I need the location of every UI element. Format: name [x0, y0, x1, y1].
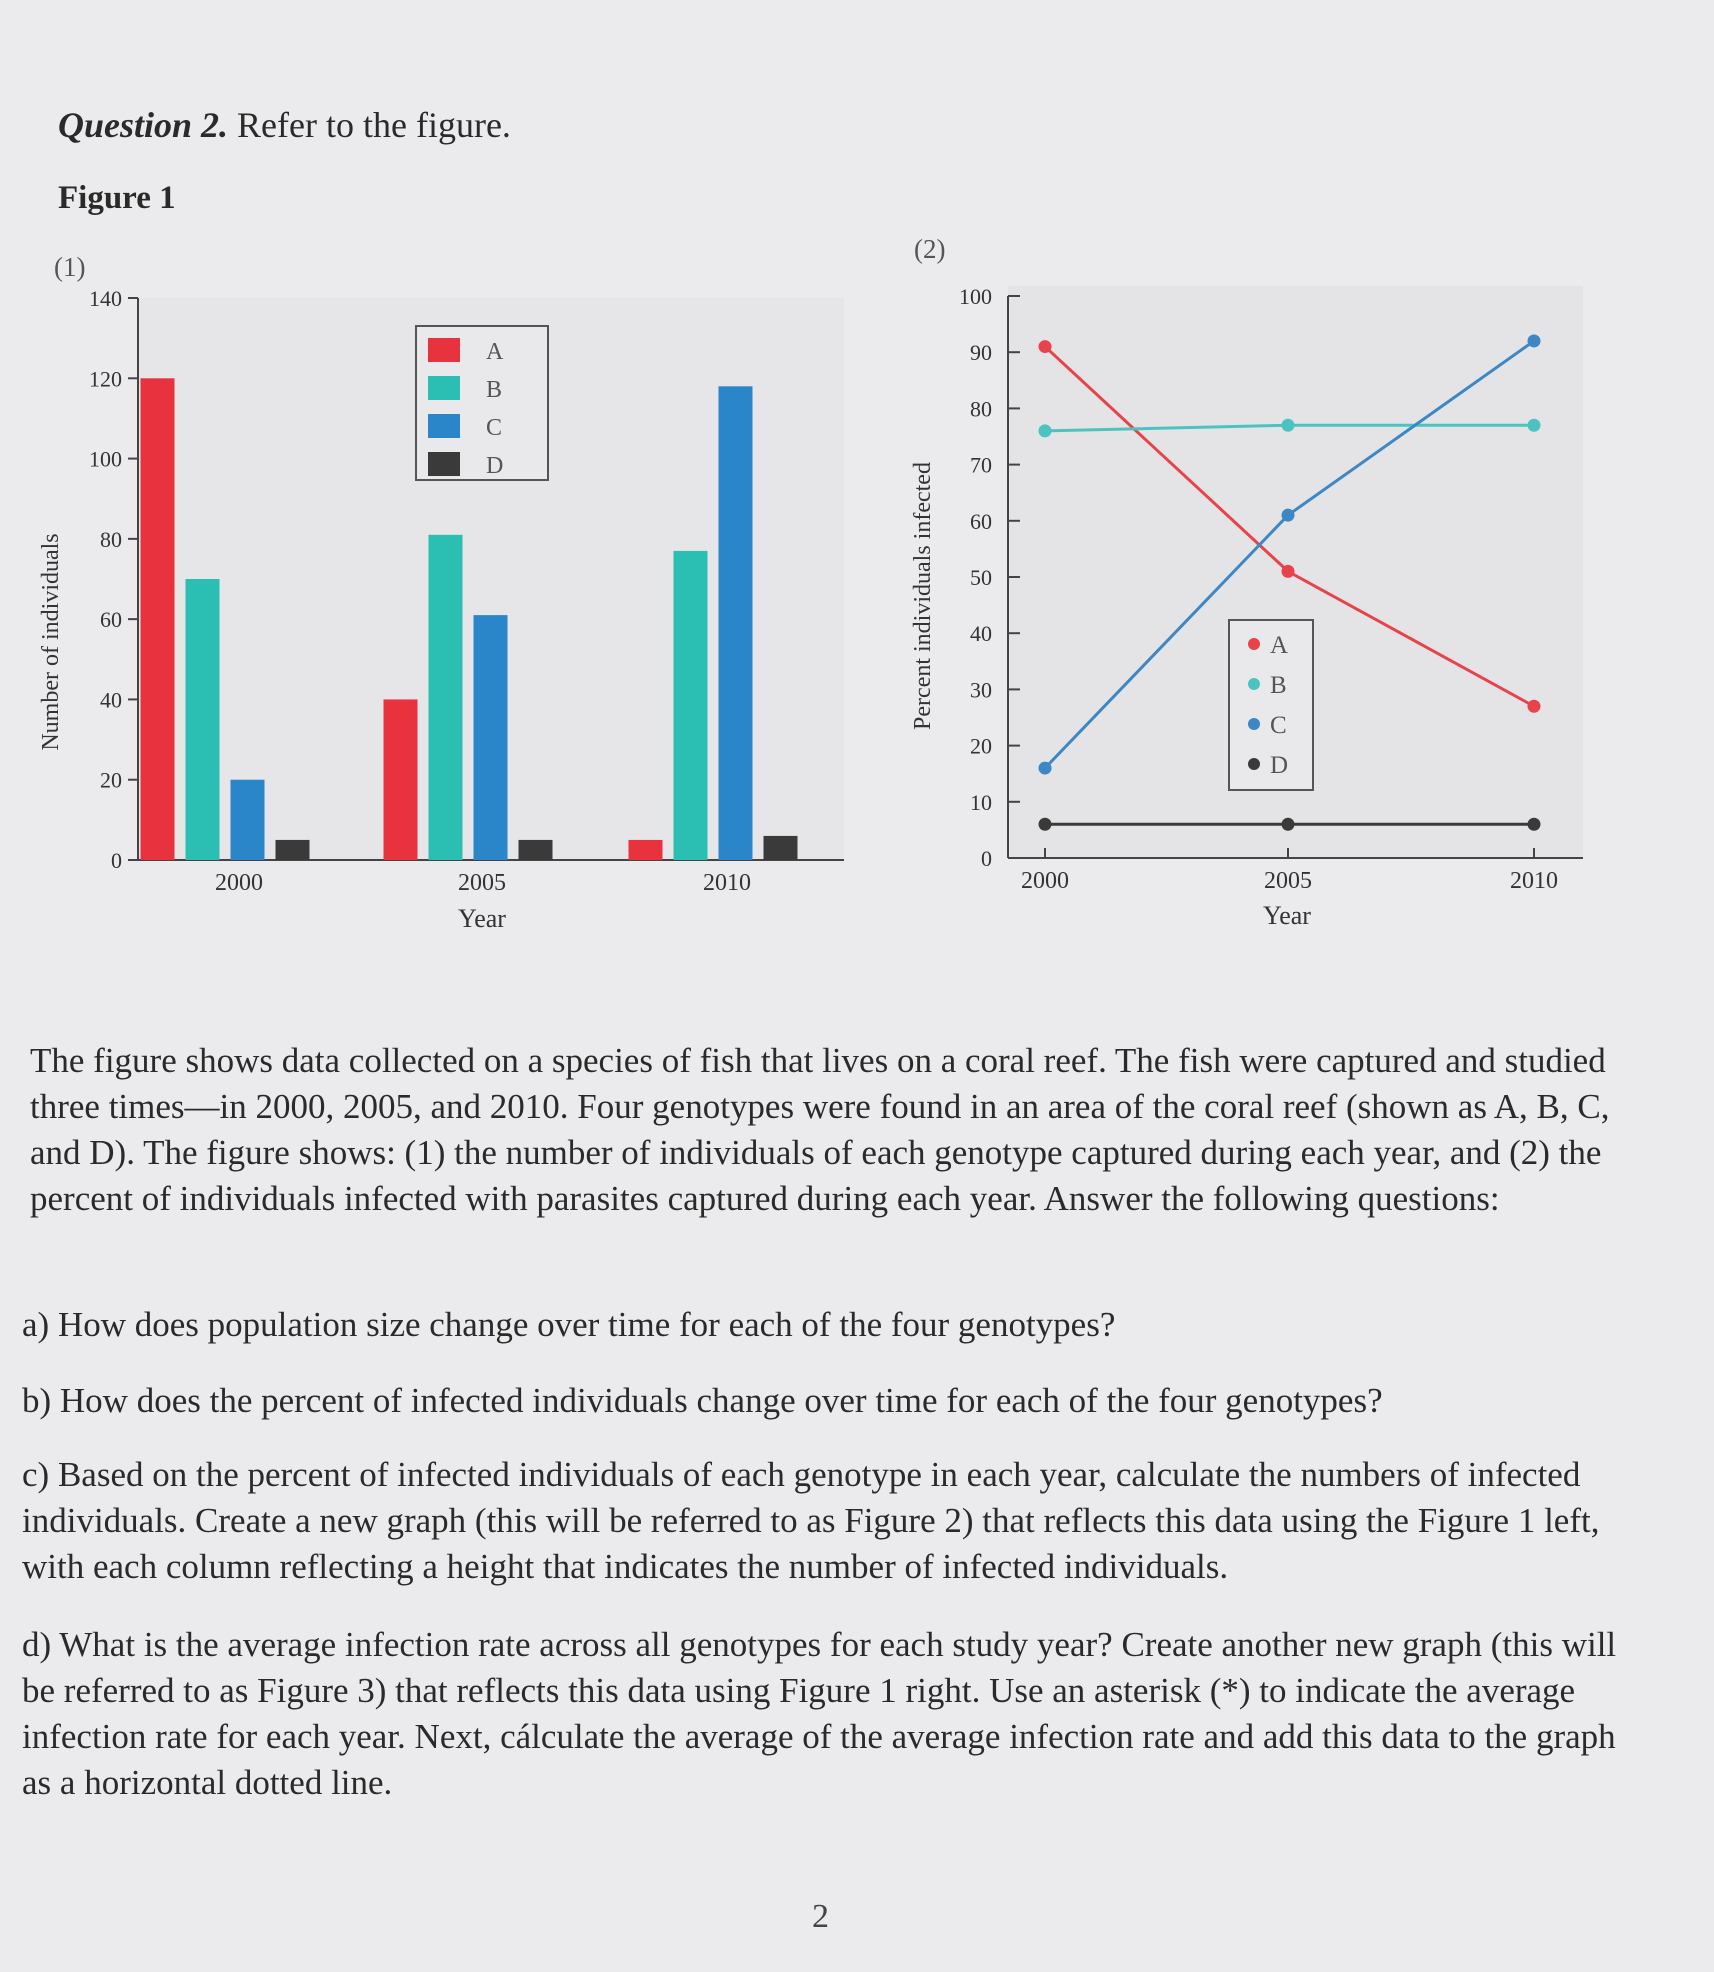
line-point-B-2005 [1282, 419, 1295, 432]
line-point-D-2005 [1282, 818, 1295, 831]
line-legend-label-A: A [1270, 632, 1289, 659]
bar-y-tick-label: 60 [100, 607, 122, 633]
line-y-tick-label: 60 [970, 508, 992, 534]
bar-C-2000 [231, 780, 265, 860]
intro-paragraph: The figure shows data collected on a species of fish that lives on a coral reef. The fish were captured and studied three times—in 2000, 2005, and 2010. Four genotypes were found in an area of the coral reef (shown as A, B, C, and D). The figure shows: (1) the number of individuals of each genotype captured during each year, and (2) the percent of individuals infected with parasites captured during each year. Answer the following questions: [30, 1041, 1610, 1218]
line-legend-marker-B [1248, 678, 1260, 690]
panel-label-2: (2) [914, 234, 946, 264]
line-y-tick-label: 100 [959, 284, 992, 309]
bar-legend-label-B: B [486, 377, 503, 403]
bar-chart-number-of-individuals [30, 290, 860, 950]
line-y-tick-label: 90 [970, 340, 992, 366]
panel-label-1: (1) [54, 252, 86, 282]
bar-C-2005 [474, 615, 508, 860]
bar-legend-label-D: D [486, 453, 504, 479]
line-legend-label-B: B [1270, 672, 1287, 699]
line-y-axis-label: Percent individuals infected [910, 462, 936, 730]
bar-legend-swatch-C [428, 414, 460, 438]
line-x-axis-label: Year [1263, 901, 1311, 930]
question-heading [58, 104, 511, 146]
bar-y-tick-label: 140 [89, 290, 122, 311]
line-chart-percent-infected [900, 272, 1600, 932]
line-x-tick-label: 2000 [1021, 868, 1069, 894]
line-legend [1229, 620, 1313, 790]
line-legend-label-C: C [1270, 712, 1287, 739]
question-b: b) How does the percent of infected individuals change over time for each of the four genotypes? [22, 1381, 1383, 1420]
bar-legend-swatch-B [428, 376, 460, 400]
question-c: c) Based on the percent of infected individuals of each genotype in each year, calculate the numbers of infected individuals. Create a new graph (this will be referred to as Figure 2) that reflects this data using the Figure 1 left, with each column reflecting a height that indicates the number of infected individuals. [22, 1455, 1600, 1586]
question-instruction: Refer to the figure. [237, 105, 511, 145]
line-y-tick-label: 10 [970, 789, 992, 815]
bar-B-2010 [674, 551, 708, 860]
line-point-C-2005 [1282, 509, 1295, 522]
line-y-tick-label: 70 [970, 452, 992, 478]
line-legend-marker-C [1248, 718, 1260, 730]
question-label: Question 2. [58, 105, 229, 145]
bar-A-2005 [384, 699, 418, 860]
line-point-C-2000 [1039, 762, 1052, 775]
bar-legend [416, 326, 548, 480]
bar-y-tick-label: 100 [89, 446, 122, 472]
bar-legend-swatch-A [428, 338, 460, 362]
bar-legend-label-A: A [486, 339, 504, 365]
page-number: 2 [812, 1898, 829, 1935]
bar-legend-label-C: C [486, 415, 503, 441]
line-y-tick-label: 50 [970, 565, 992, 590]
line-y-tick-label: 20 [970, 733, 992, 759]
bar-y-tick-label: 40 [100, 687, 122, 713]
line-y-tick-label: 40 [970, 621, 992, 647]
line-point-C-2010 [1528, 334, 1541, 347]
bar-y-tick-label: 80 [100, 526, 122, 552]
bar-x-tick-label: 2005 [458, 870, 506, 896]
figure-title: Figure 1 [58, 180, 176, 216]
question-d: d) What is the average infection rate across all genotypes for each study year? Create another new graph (this will be referred to as Figure 3) that reflects this data using Figure 1 right. Use an asterisk (*) to indicate the average infection rate for each year. Next, cálculate the average of the average infection rate and add this data to the graph as a horizontal dotted line. [22, 1625, 1617, 1802]
line-point-A-2000 [1039, 340, 1052, 353]
line-legend-marker-D [1248, 758, 1260, 770]
bar-A-2000 [141, 378, 175, 860]
line-point-B-2000 [1039, 424, 1052, 437]
bar-y-axis-label: Number of individuals [38, 533, 64, 751]
bar-A-2010 [629, 840, 663, 860]
bar-x-tick-label: 2010 [703, 870, 751, 896]
bar-D-2000 [276, 840, 310, 860]
line-x-tick-label: 2005 [1264, 868, 1312, 894]
bar-B-2000 [186, 579, 220, 860]
bar-y-tick-label: 20 [100, 767, 122, 793]
line-point-A-2010 [1528, 700, 1541, 713]
line-point-B-2010 [1528, 419, 1541, 432]
bar-x-tick-label: 2000 [215, 870, 263, 896]
line-point-D-2010 [1528, 818, 1541, 831]
bar-C-2010 [719, 386, 753, 860]
bar-y-tick-label: 0 [111, 848, 122, 873]
line-legend-marker-A [1248, 638, 1260, 650]
line-legend-label-D: D [1270, 752, 1289, 779]
bar-y-tick-label: 120 [89, 366, 122, 392]
line-point-D-2000 [1039, 818, 1052, 831]
line-x-tick-label: 2010 [1510, 868, 1558, 894]
line-y-tick-label: 30 [970, 677, 992, 703]
bar-B-2005 [429, 535, 463, 860]
line-point-A-2005 [1282, 565, 1295, 578]
bar-D-2010 [764, 836, 798, 860]
line-y-tick-label: 80 [970, 396, 992, 422]
bar-x-axis-label: Year [458, 904, 506, 933]
line-y-tick-label: 0 [981, 846, 992, 871]
bar-D-2005 [519, 840, 553, 860]
bar-legend-swatch-D [428, 452, 460, 476]
question-a: a) How does population size change over time for each of the four genotypes? [22, 1305, 1116, 1344]
